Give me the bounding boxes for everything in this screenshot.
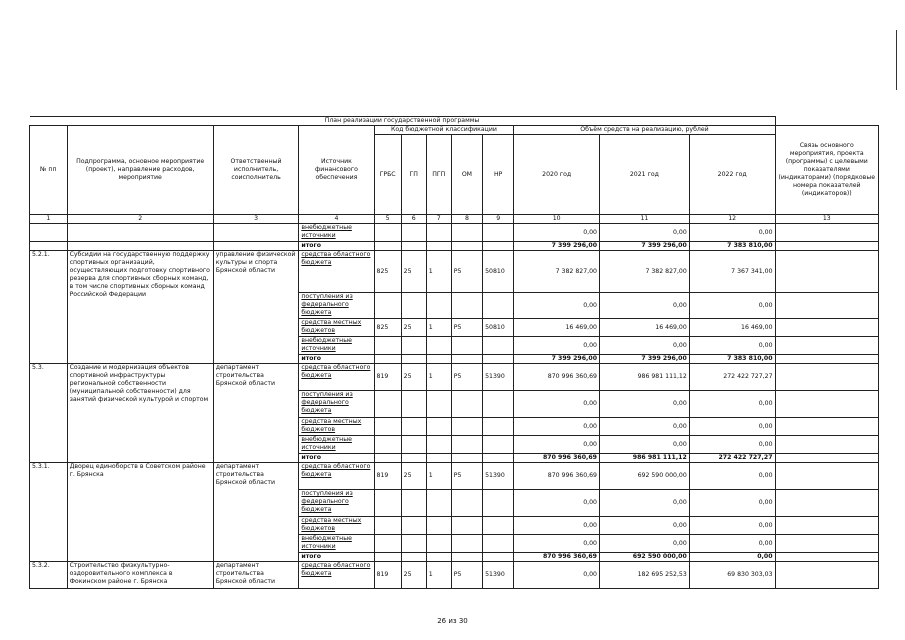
indicator-link: [775, 535, 878, 553]
code-np: 50810: [483, 319, 514, 337]
code-grbs: [374, 355, 401, 364]
column-number: 4: [299, 215, 374, 224]
code-om: [451, 242, 482, 251]
code-np: 51390: [483, 562, 514, 589]
code-np: [483, 337, 514, 355]
code-grbs: [374, 224, 401, 242]
column-number: 8: [451, 215, 482, 224]
column-number: 12: [689, 215, 775, 224]
amount-2022: 0,00: [689, 337, 775, 355]
volume-group-header: Объём средств на реализацию, рублей: [514, 126, 775, 135]
code-np: [483, 224, 514, 242]
item-number: 5.3.2.: [30, 562, 68, 589]
code-grbs: 825: [374, 251, 401, 293]
code-grbs: 819: [374, 562, 401, 589]
indicator-link: [775, 517, 878, 535]
indicator-link: [775, 562, 878, 589]
indicator-link: [775, 553, 878, 562]
item-name: Субсидии на государственную поддержку спортивных организаций, осуществляющих подготовку спортивного резерва для спортивных сборных команд, в том числе спортивных сборных команд Российской Федерации: [67, 251, 213, 364]
column-number: 7: [426, 215, 451, 224]
amount-2022: 0,00: [689, 553, 775, 562]
funding-source: средства областного бюджета: [299, 562, 374, 589]
code-grbs: 825: [374, 319, 401, 337]
amount-2022: 7 367 341,00: [689, 251, 775, 293]
code-om: P5: [451, 364, 482, 391]
column-number: 13: [775, 215, 878, 224]
col-np-header: НР: [483, 135, 514, 215]
code-grbs: [374, 293, 401, 319]
col-2020-header: 2020 год: [514, 135, 600, 215]
code-om: P5: [451, 319, 482, 337]
amount-2022: 0,00: [689, 224, 775, 242]
code-gp: [401, 436, 426, 454]
code-grbs: [374, 490, 401, 517]
plan-title: План реализации государственной программы: [30, 117, 776, 126]
code-om: [451, 293, 482, 319]
code-np: [483, 242, 514, 251]
item-executor: департамент строительства Брянской области: [213, 364, 299, 463]
funding-source: внебюджетные источники: [299, 436, 374, 454]
amount-2020: 16 469,00: [514, 319, 600, 337]
item-name: [67, 224, 213, 242]
item-executor: [213, 224, 299, 242]
table-header: [30, 117, 879, 224]
code-pgp: [426, 436, 451, 454]
amount-2022: 0,00: [689, 418, 775, 436]
funding-source: внебюджетные источники: [299, 224, 374, 242]
code-pgp: [426, 553, 451, 562]
col-grbs-header: ГРБС: [374, 135, 401, 215]
code-gp: 25: [401, 463, 426, 490]
table-row: [30, 251, 879, 293]
amount-2021: 0,00: [600, 391, 690, 418]
code-np: [483, 355, 514, 364]
funding-source: средства областного бюджета: [299, 463, 374, 490]
indicator-link: [775, 454, 878, 463]
amount-2020: 0,00: [514, 337, 600, 355]
amount-2020: 7 399 296,00: [514, 355, 600, 364]
code-om: [451, 418, 482, 436]
col-subprogram-header: Подпрограмма, основное мероприятие (проект), направление расходов, мероприятие: [67, 126, 213, 215]
amount-2022: 0,00: [689, 391, 775, 418]
code-pgp: [426, 293, 451, 319]
amount-2021: 7 382 827,00: [600, 251, 690, 293]
amount-2022: 0,00: [689, 535, 775, 553]
funding-source: внебюджетные источники: [299, 337, 374, 355]
funding-source: итого: [299, 242, 374, 251]
code-om: [451, 553, 482, 562]
funding-source: средства областного бюджета: [299, 251, 374, 293]
code-gp: 25: [401, 364, 426, 391]
code-pgp: [426, 418, 451, 436]
item-name: Создание и модернизация объектов спортивной инфраструктуры региональной собственности (муниципальной собственности) для занятий физической культурой и спортом: [67, 364, 213, 463]
amount-2021: 7 399 296,00: [600, 355, 690, 364]
code-gp: [401, 224, 426, 242]
funding-source: поступления из федерального бюджета: [299, 490, 374, 517]
amount-2021: 986 981 111,12: [600, 364, 690, 391]
budget-plan-table: [29, 116, 879, 589]
amount-2022: 272 422 727,27: [689, 364, 775, 391]
code-pgp: 1: [426, 364, 451, 391]
code-np: 50810: [483, 251, 514, 293]
amount-2021: 7 399 296,00: [600, 242, 690, 251]
amount-2020: 0,00: [514, 391, 600, 418]
item-name: Строительство физкультурно-оздоровительного комплекса в Фокинском районе г. Брянска: [67, 562, 213, 589]
amount-2022: 0,00: [689, 293, 775, 319]
indicator-link: [775, 293, 878, 319]
code-gp: 25: [401, 319, 426, 337]
amount-2022: 0,00: [689, 436, 775, 454]
funding-source: внебюджетные источники: [299, 535, 374, 553]
code-grbs: [374, 391, 401, 418]
item-executor: [213, 242, 299, 251]
indicator-link: [775, 463, 878, 490]
amount-2022: 7 383 810,00: [689, 355, 775, 364]
indicator-link: [775, 364, 878, 391]
code-pgp: [426, 355, 451, 364]
funding-source: итого: [299, 553, 374, 562]
amount-2020: 870 996 360,69: [514, 364, 600, 391]
code-np: [483, 490, 514, 517]
code-gp: 25: [401, 562, 426, 589]
item-executor: управление физической культуры и спорта Брянской области: [213, 251, 299, 364]
code-pgp: 1: [426, 251, 451, 293]
code-np: [483, 293, 514, 319]
amount-2020: 0,00: [514, 293, 600, 319]
code-om: [451, 436, 482, 454]
funding-source: средства областного бюджета: [299, 364, 374, 391]
code-pgp: [426, 391, 451, 418]
code-grbs: [374, 242, 401, 251]
item-executor: департамент строительства Брянской области: [213, 562, 299, 589]
code-om: [451, 355, 482, 364]
code-pgp: 1: [426, 562, 451, 589]
amount-2022: 0,00: [689, 490, 775, 517]
code-grbs: [374, 517, 401, 535]
item-number: 5.2.1.: [30, 251, 68, 364]
code-om: [451, 391, 482, 418]
item-number: 5.3.1.: [30, 463, 68, 562]
code-pgp: [426, 454, 451, 463]
code-grbs: 819: [374, 463, 401, 490]
amount-2020: 0,00: [514, 517, 600, 535]
column-number: 6: [401, 215, 426, 224]
code-gp: [401, 242, 426, 251]
code-np: [483, 535, 514, 553]
code-om: [451, 535, 482, 553]
indicator-link: [775, 436, 878, 454]
funding-source: средства местных бюджетов: [299, 319, 374, 337]
amount-2020: 870 996 360,69: [514, 454, 600, 463]
column-number: 5: [374, 215, 401, 224]
code-om: [451, 224, 482, 242]
amount-2020: 0,00: [514, 418, 600, 436]
amount-2022: 0,00: [689, 517, 775, 535]
code-gp: [401, 418, 426, 436]
code-np: [483, 436, 514, 454]
code-np: [483, 454, 514, 463]
indicator-link: [775, 251, 878, 293]
code-gp: [401, 454, 426, 463]
amount-2021: 692 590 000,00: [600, 463, 690, 490]
col-num-header: № пп: [30, 126, 68, 215]
code-om: [451, 517, 482, 535]
code-om: [451, 490, 482, 517]
amount-2021: 0,00: [600, 535, 690, 553]
amount-2021: 0,00: [600, 293, 690, 319]
item-number: [30, 242, 68, 251]
indicator-link: [775, 418, 878, 436]
funding-source: итого: [299, 355, 374, 364]
code-om: P5: [451, 463, 482, 490]
funding-source: поступления из федерального бюджета: [299, 293, 374, 319]
code-gp: [401, 355, 426, 364]
amount-2020: 870 996 360,69: [514, 553, 600, 562]
code-gp: [401, 553, 426, 562]
code-pgp: [426, 517, 451, 535]
item-number: [30, 224, 68, 242]
code-np: 51390: [483, 364, 514, 391]
code-np: 51390: [483, 463, 514, 490]
code-np: [483, 391, 514, 418]
code-pgp: [426, 337, 451, 355]
amount-2021: 182 695 252,53: [600, 562, 690, 589]
code-pgp: [426, 535, 451, 553]
amount-2020: 0,00: [514, 562, 600, 589]
amount-2020: 0,00: [514, 436, 600, 454]
amount-2020: 0,00: [514, 535, 600, 553]
table-body: [30, 224, 879, 589]
amount-2020: 7 382 827,00: [514, 251, 600, 293]
code-gp: [401, 337, 426, 355]
col-pgp-header: ПГП: [426, 135, 451, 215]
code-np: [483, 553, 514, 562]
code-gp: [401, 535, 426, 553]
code-gp: [401, 391, 426, 418]
col-2021-header: 2021 год: [600, 135, 690, 215]
budget-code-group-header: Код бюджетной классификации: [374, 126, 514, 135]
indicator-link: [775, 355, 878, 364]
item-number: 5.3.: [30, 364, 68, 463]
code-grbs: [374, 553, 401, 562]
code-grbs: [374, 454, 401, 463]
amount-2021: 0,00: [600, 490, 690, 517]
code-grbs: [374, 418, 401, 436]
code-gp: 25: [401, 251, 426, 293]
col-gp-header: ГП: [401, 135, 426, 215]
column-number: 11: [600, 215, 690, 224]
code-grbs: [374, 436, 401, 454]
table-row: [30, 463, 879, 490]
code-om: P5: [451, 251, 482, 293]
item-executor: департамент строительства Брянской области: [213, 463, 299, 562]
indicator-link: [775, 224, 878, 242]
code-np: [483, 517, 514, 535]
amount-2020: 0,00: [514, 224, 600, 242]
amount-2020: 7 399 296,00: [514, 242, 600, 251]
code-gp: [401, 293, 426, 319]
amount-2021: 0,00: [600, 337, 690, 355]
amount-2020: 870 996 360,69: [514, 463, 600, 490]
col-link-header: Связь основного мероприятия, проекта (программы) с целевыми показателями (индикаторами) (порядковые номера показателей (индикаторов)): [775, 126, 878, 215]
code-np: [483, 418, 514, 436]
amount-2022: 0,00: [689, 463, 775, 490]
amount-2021: 692 590 000,00: [600, 553, 690, 562]
code-pgp: [426, 242, 451, 251]
indicator-link: [775, 337, 878, 355]
funding-source: средства местных бюджетов: [299, 517, 374, 535]
table-row: [30, 242, 879, 251]
indicator-link: [775, 319, 878, 337]
col-source-header: Источник финансового обеспечения: [299, 126, 374, 215]
indicator-link: [775, 490, 878, 517]
col-2022-header: 2022 год: [689, 135, 775, 215]
column-number: 9: [483, 215, 514, 224]
column-number: 2: [67, 215, 213, 224]
code-gp: [401, 517, 426, 535]
code-pgp: [426, 490, 451, 517]
amount-2021: 16 469,00: [600, 319, 690, 337]
page-number: 26 из 30: [437, 617, 468, 625]
col-om-header: ОМ: [451, 135, 482, 215]
amount-2021: 0,00: [600, 224, 690, 242]
item-name: Дворец единоборств в Советском районе г. Брянска: [67, 463, 213, 562]
code-pgp: [426, 224, 451, 242]
amount-2020: 0,00: [514, 490, 600, 517]
col-executor-header: Ответственный исполнитель, соисполнитель: [213, 126, 299, 215]
amount-2021: 0,00: [600, 517, 690, 535]
item-name: [67, 242, 213, 251]
indicator-link: [775, 391, 878, 418]
amount-2021: 0,00: [600, 418, 690, 436]
code-grbs: [374, 337, 401, 355]
code-gp: [401, 490, 426, 517]
code-om: P5: [451, 562, 482, 589]
column-number: 3: [213, 215, 299, 224]
amount-2022: 272 422 727,27: [689, 454, 775, 463]
code-pgp: 1: [426, 319, 451, 337]
column-number: 1: [30, 215, 68, 224]
amount-2022: 7 383 810,00: [689, 242, 775, 251]
code-grbs: 819: [374, 364, 401, 391]
funding-source: поступления из федерального бюджета: [299, 391, 374, 418]
amount-2021: 986 981 111,12: [600, 454, 690, 463]
code-om: [451, 454, 482, 463]
table-row: [30, 562, 879, 589]
scan-mark: [896, 30, 897, 90]
funding-source: средства местных бюджетов: [299, 418, 374, 436]
code-pgp: 1: [426, 463, 451, 490]
table-row: [30, 224, 879, 242]
code-grbs: [374, 535, 401, 553]
indicator-link: [775, 242, 878, 251]
code-om: [451, 337, 482, 355]
amount-2022: 16 469,00: [689, 319, 775, 337]
funding-source: итого: [299, 454, 374, 463]
amount-2021: 0,00: [600, 436, 690, 454]
column-number: 10: [514, 215, 600, 224]
table-row: [30, 364, 879, 391]
amount-2022: 69 830 303,03: [689, 562, 775, 589]
